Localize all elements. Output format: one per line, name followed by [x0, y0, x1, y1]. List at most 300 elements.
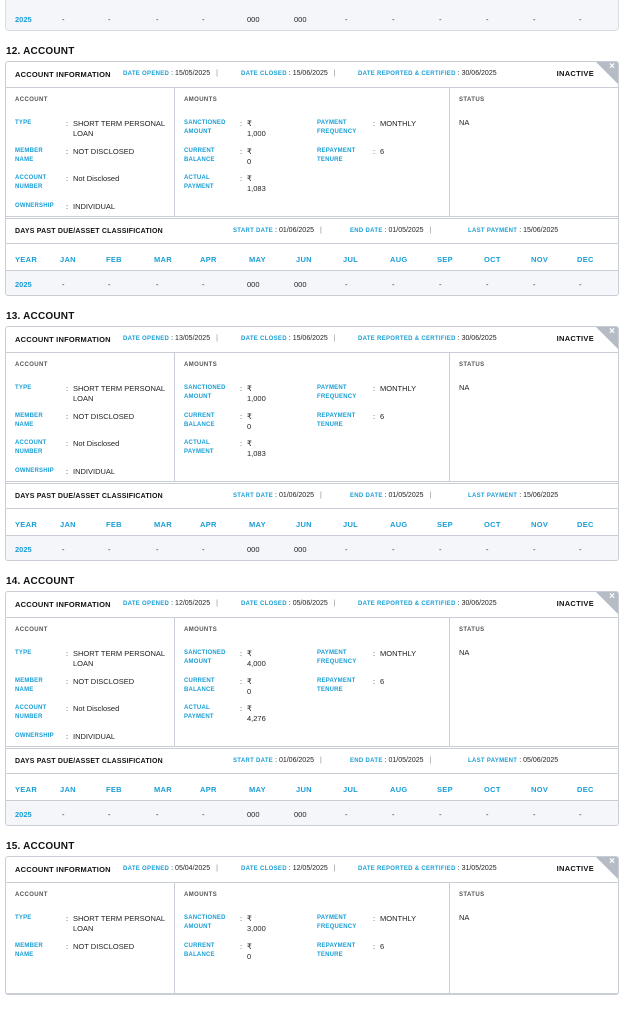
account-info-header	[6, 857, 618, 883]
last-payment-label: LAST PAYMENT	[468, 228, 518, 234]
header-separator: |	[333, 600, 336, 607]
month-header-sep: SEP	[437, 520, 453, 529]
colon: :	[240, 147, 243, 156]
ownership-value: INDIVIDUAL	[73, 732, 116, 741]
colon: :	[66, 147, 69, 156]
colon: :	[240, 439, 243, 448]
type-label: TYPE	[15, 385, 32, 391]
close-icon[interactable]: ×	[609, 61, 615, 72]
member-name-value: NOT DISCLOSED	[73, 147, 135, 156]
member-name-label: MEMBER NAME	[15, 678, 43, 693]
month-header-dec: DEC	[577, 785, 594, 794]
month-header-feb: FEB	[106, 520, 122, 529]
account-title: 12. ACCOUNT	[6, 46, 75, 57]
account-column	[6, 88, 175, 216]
history-values-row	[6, 6, 618, 30]
status-column-heading: STATUS	[459, 97, 485, 103]
history-value: -	[108, 280, 111, 289]
actual-payment-label: ACTUAL PAYMENT	[184, 175, 214, 190]
member-name-value: NOT DISCLOSED	[73, 412, 135, 421]
colon: :	[240, 704, 243, 713]
repayment-tenure-label: REPAYMENT TENURE	[317, 678, 356, 693]
account-number-label: ACCOUNT NUMBER	[15, 440, 47, 455]
history-value: -	[392, 545, 395, 554]
last-payment-value: 05/06/2025	[523, 757, 559, 764]
type-label: TYPE	[15, 120, 32, 126]
colon: :	[240, 174, 243, 183]
end-date: END DATE : 01/05/2025 |	[350, 492, 432, 499]
end-date-label: END DATE	[350, 758, 383, 764]
colon: :	[66, 384, 69, 393]
date-reported: DATE REPORTED & CERTIFIED : 30/06/2025	[358, 335, 497, 342]
history-value: -	[156, 810, 159, 819]
actual-payment-value: ₹ 1,083	[247, 439, 266, 458]
month-header-sep: SEP	[437, 255, 453, 264]
account-column	[6, 353, 175, 481]
sanctioned-amount-label: SANCTIONED AMOUNT	[184, 650, 226, 665]
payment-frequency-label: PAYMENT FREQUENCY	[317, 650, 357, 665]
sanctioned-amount-label: SANCTIONED AMOUNT	[184, 915, 226, 930]
close-icon[interactable]: ×	[609, 591, 615, 602]
month-header-jun: JUN	[296, 520, 312, 529]
history-value: -	[486, 545, 489, 554]
month-header-apr: APR	[200, 520, 217, 529]
sanctioned-amount-label: SANCTIONED AMOUNT	[184, 385, 226, 400]
date-opened-label: DATE OPENED	[123, 601, 170, 607]
sanctioned-amount-value: ₹ 4,000	[247, 649, 266, 668]
colon: :	[66, 119, 69, 128]
date-opened-label: DATE OPENED	[123, 71, 170, 77]
end-date-value: 01/05/2025	[388, 492, 424, 499]
sanctioned-amount-value: ₹ 1,000	[247, 119, 266, 138]
account-info-header	[6, 592, 618, 618]
history-value: 000	[247, 545, 260, 554]
end-date-value: 01/05/2025	[388, 227, 424, 234]
status-column-heading: STATUS	[459, 892, 485, 898]
account-section-title	[5, 31, 619, 61]
date-closed: DATE CLOSED : 15/06/2025 |	[241, 70, 336, 77]
history-value: -	[345, 545, 348, 554]
date-reported: DATE REPORTED & CERTIFIED : 30/06/2025	[358, 600, 497, 607]
status-column	[450, 618, 618, 746]
header-separator: |	[216, 70, 218, 77]
status-column-heading: STATUS	[459, 627, 485, 633]
account-card	[5, 856, 619, 995]
history-value: -	[439, 15, 442, 24]
amounts-column-heading: AMOUNTS	[184, 892, 218, 898]
ownership-label: OWNERSHIP	[15, 203, 54, 209]
date-opened: DATE OPENED : 15/05/2025 |	[123, 70, 218, 77]
end-date: END DATE : 01/05/2025 |	[350, 227, 432, 234]
colon: :	[373, 119, 376, 128]
history-value: -	[486, 280, 489, 289]
date-closed-value: 15/06/2025	[292, 335, 328, 342]
date-closed-label: DATE CLOSED	[241, 601, 287, 607]
history-value: 000	[294, 545, 307, 554]
current-balance-label: CURRENT BALANCE	[184, 148, 215, 163]
colon: :	[66, 202, 69, 211]
date-reported: DATE REPORTED & CERTIFIED : 30/06/2025	[358, 70, 497, 77]
month-header-aug: AUG	[390, 255, 408, 264]
type-value: SHORT TERM PERSONAL LOAN	[73, 914, 165, 933]
history-value: -	[486, 810, 489, 819]
account-column	[6, 618, 175, 746]
end-date-label: END DATE	[350, 493, 383, 499]
amounts-column	[175, 618, 450, 746]
colon: :	[66, 942, 69, 951]
history-value: -	[392, 810, 395, 819]
colon: :	[240, 412, 243, 421]
history-value: -	[439, 810, 442, 819]
previous-account-history-row	[5, 0, 619, 31]
current-balance-value: ₹ 0	[247, 942, 252, 961]
history-values-row	[6, 271, 618, 295]
history-year: 2025	[15, 15, 32, 24]
account-column-heading: ACCOUNT	[15, 627, 48, 633]
repayment-tenure-value: 6	[380, 942, 385, 951]
status-badge: INACTIVE	[556, 334, 594, 343]
account-section-title	[5, 296, 619, 326]
amounts-column	[175, 883, 450, 993]
date-reported-value: 30/06/2025	[461, 70, 497, 77]
current-balance-value: ₹ 0	[247, 677, 252, 696]
start-date: START DATE : 01/06/2025 |	[233, 757, 322, 764]
amounts-column-heading: AMOUNTS	[184, 97, 218, 103]
account-section-title	[5, 826, 619, 856]
status-column	[450, 353, 618, 481]
account-number-label: ACCOUNT NUMBER	[15, 175, 47, 190]
actual-payment-value: ₹ 1,083	[247, 174, 266, 193]
history-value: 000	[247, 280, 260, 289]
history-value: -	[533, 280, 536, 289]
payment-frequency-label: PAYMENT FREQUENCY	[317, 385, 357, 400]
history-value: -	[345, 810, 348, 819]
header-separator: |	[333, 865, 336, 872]
history-value: -	[202, 15, 205, 24]
account-card	[5, 326, 619, 561]
header-separator: |	[320, 227, 322, 234]
account-number-value: Not Disclosed	[73, 439, 120, 448]
month-header-feb: FEB	[106, 785, 122, 794]
month-header-nov: NOV	[531, 520, 549, 529]
date-reported-label: DATE REPORTED & CERTIFIED	[358, 336, 456, 342]
colon: :	[66, 914, 69, 923]
sanctioned-amount-value: ₹ 1,000	[247, 384, 266, 403]
account-information-title: ACCOUNT INFORMATION	[15, 335, 111, 344]
header-separator: |	[429, 492, 432, 499]
month-header-dec: DEC	[577, 520, 594, 529]
month-header-jul: JUL	[343, 255, 359, 264]
repayment-tenure-value: 6	[380, 412, 385, 421]
month-header-jan: JAN	[60, 255, 76, 264]
months-header-row	[6, 774, 618, 801]
date-reported-value: 31/05/2025	[461, 865, 497, 872]
date-opened-label: DATE OPENED	[123, 336, 170, 342]
history-value: -	[439, 545, 442, 554]
colon: :	[240, 649, 243, 658]
month-header-mar: MAR	[154, 785, 172, 794]
date-closed-label: DATE CLOSED	[241, 71, 287, 77]
history-value: -	[108, 15, 111, 24]
status-badge: INACTIVE	[556, 69, 594, 78]
history-value: -	[202, 810, 205, 819]
account-number-value: Not Disclosed	[73, 704, 120, 713]
repayment-tenure-label: REPAYMENT TENURE	[317, 413, 356, 428]
date-opened: DATE OPENED : 05/04/2025 |	[123, 865, 218, 872]
payment-frequency-label: PAYMENT FREQUENCY	[317, 120, 357, 135]
start-date-value: 01/06/2025	[278, 492, 314, 499]
month-header-jan: JAN	[60, 520, 76, 529]
account-section-title	[5, 561, 619, 591]
payment-frequency-value: MONTHLY	[380, 119, 417, 128]
date-closed-value: 15/06/2025	[292, 70, 328, 77]
last-payment-value: 15/06/2025	[523, 492, 559, 499]
history-value: -	[345, 15, 348, 24]
current-balance-label: CURRENT BALANCE	[184, 413, 215, 428]
amounts-column	[175, 88, 450, 216]
month-header-oct: OCT	[484, 255, 501, 264]
account-column-heading: ACCOUNT	[15, 97, 48, 103]
month-header-oct: OCT	[484, 520, 501, 529]
dpd-title: DAYS PAST DUE/ASSET CLASSIFICATION	[15, 758, 163, 765]
month-header-jun: JUN	[296, 255, 312, 264]
history-value: -	[62, 810, 65, 819]
member-name-label: MEMBER NAME	[15, 413, 43, 428]
date-closed-label: DATE CLOSED	[241, 336, 287, 342]
month-header-aug: AUG	[390, 520, 408, 529]
colon: :	[373, 384, 376, 393]
account-information-title: ACCOUNT INFORMATION	[15, 865, 111, 874]
type-value: SHORT TERM PERSONAL LOAN	[73, 384, 165, 403]
status-column	[450, 88, 618, 216]
history-value: -	[579, 810, 582, 819]
member-name-label: MEMBER NAME	[15, 148, 43, 163]
colon: :	[66, 467, 69, 476]
repayment-tenure-value: 6	[380, 677, 385, 686]
history-value: -	[579, 545, 582, 554]
last-payment: LAST PAYMENT : 15/06/2025	[468, 492, 559, 499]
history-values-row	[6, 801, 618, 825]
header-separator: |	[320, 492, 322, 499]
date-opened-value: 05/04/2025	[175, 865, 211, 872]
current-balance-label: CURRENT BALANCE	[184, 943, 215, 958]
month-header-nov: NOV	[531, 255, 549, 264]
date-closed: DATE CLOSED : 15/06/2025 |	[241, 335, 336, 342]
month-header-mar: MAR	[154, 520, 172, 529]
month-header-dec: DEC	[577, 255, 594, 264]
close-icon[interactable]: ×	[609, 856, 615, 867]
status-badge: INACTIVE	[556, 864, 594, 873]
history-value: -	[439, 280, 442, 289]
repayment-tenure-label: REPAYMENT TENURE	[317, 943, 356, 958]
date-reported-label: DATE REPORTED & CERTIFIED	[358, 71, 456, 77]
colon: :	[66, 677, 69, 686]
month-header-year: YEAR	[15, 785, 38, 794]
start-date-value: 01/06/2025	[278, 757, 314, 764]
sanctioned-amount-value: ₹ 3,000	[247, 914, 266, 933]
month-header-mar: MAR	[154, 255, 172, 264]
status-value: NA	[459, 648, 470, 657]
account-info-header	[6, 327, 618, 353]
colon: :	[373, 942, 376, 951]
ownership-label: OWNERSHIP	[15, 468, 54, 474]
month-header-sep: SEP	[437, 785, 453, 794]
start-date-label: START DATE	[233, 493, 274, 499]
repayment-tenure-label: REPAYMENT TENURE	[317, 148, 356, 163]
history-value: -	[62, 545, 65, 554]
sanctioned-amount-label: SANCTIONED AMOUNT	[184, 120, 226, 135]
status-column-heading: STATUS	[459, 362, 485, 368]
account-title: 14. ACCOUNT	[6, 576, 75, 587]
history-value: -	[108, 545, 111, 554]
history-value: -	[486, 15, 489, 24]
type-value: SHORT TERM PERSONAL LOAN	[73, 119, 165, 138]
type-label: TYPE	[15, 650, 32, 656]
header-separator: |	[429, 227, 432, 234]
account-info-header	[6, 62, 618, 88]
month-header-nov: NOV	[531, 785, 549, 794]
payment-frequency-value: MONTHLY	[380, 649, 417, 658]
month-header-jun: JUN	[296, 785, 312, 794]
payment-frequency-value: MONTHLY	[380, 914, 417, 923]
history-value: 000	[247, 15, 260, 24]
date-closed-value: 12/05/2025	[292, 865, 328, 872]
month-header-may: MAY	[249, 785, 266, 794]
date-closed: DATE CLOSED : 05/06/2025 |	[241, 600, 336, 607]
colon: :	[373, 677, 376, 686]
dpd-header	[6, 748, 618, 774]
history-value: 000	[294, 810, 307, 819]
date-opened: DATE OPENED : 12/05/2025 |	[123, 600, 218, 607]
amounts-column	[175, 353, 450, 481]
account-column	[6, 883, 175, 993]
account-information-title: ACCOUNT INFORMATION	[15, 70, 111, 79]
history-value: -	[202, 280, 205, 289]
month-header-may: MAY	[249, 255, 266, 264]
colon: :	[66, 649, 69, 658]
account-details	[6, 618, 618, 747]
last-payment-label: LAST PAYMENT	[468, 758, 518, 764]
status-value: NA	[459, 913, 470, 922]
current-balance-value: ₹ 0	[247, 412, 252, 431]
account-column-heading: ACCOUNT	[15, 362, 48, 368]
month-header-jan: JAN	[60, 785, 76, 794]
status-badge: INACTIVE	[556, 599, 594, 608]
header-separator: |	[320, 757, 322, 764]
colon: :	[240, 384, 243, 393]
history-value: -	[579, 280, 582, 289]
colon: :	[240, 914, 243, 923]
date-reported-value: 30/06/2025	[461, 600, 497, 607]
member-name-value: NOT DISCLOSED	[73, 677, 135, 686]
actual-payment-label: ACTUAL PAYMENT	[184, 705, 214, 720]
history-value: -	[579, 15, 582, 24]
end-date-label: END DATE	[350, 228, 383, 234]
date-opened-value: 13/05/2025	[175, 335, 211, 342]
ownership-value: INDIVIDUAL	[73, 467, 116, 476]
colon: :	[240, 119, 243, 128]
dpd-title: DAYS PAST DUE/ASSET CLASSIFICATION	[15, 228, 163, 235]
header-separator: |	[429, 757, 432, 764]
ownership-value: INDIVIDUAL	[73, 202, 116, 211]
dpd-header	[6, 218, 618, 244]
account-details	[6, 883, 618, 994]
header-separator: |	[216, 865, 218, 872]
date-reported: DATE REPORTED & CERTIFIED : 31/05/2025	[358, 865, 497, 872]
end-date: END DATE : 01/05/2025 |	[350, 757, 432, 764]
ownership-label: OWNERSHIP	[15, 733, 54, 739]
status-value: NA	[459, 383, 470, 392]
date-reported-label: DATE REPORTED & CERTIFIED	[358, 601, 456, 607]
date-reported-value: 30/06/2025	[461, 335, 497, 342]
header-separator: |	[216, 335, 218, 342]
month-header-oct: OCT	[484, 785, 501, 794]
type-value: SHORT TERM PERSONAL LOAN	[73, 649, 165, 668]
last-payment-label: LAST PAYMENT	[468, 493, 518, 499]
account-column-heading: ACCOUNT	[15, 892, 48, 898]
start-date: START DATE : 01/06/2025 |	[233, 227, 322, 234]
status-column	[450, 883, 618, 993]
current-balance-value: ₹ 0	[247, 147, 252, 166]
dpd-header	[6, 483, 618, 509]
history-value: 000	[294, 15, 307, 24]
month-header-apr: APR	[200, 785, 217, 794]
months-header-row	[6, 244, 618, 271]
type-label: TYPE	[15, 915, 32, 921]
close-icon[interactable]: ×	[609, 326, 615, 337]
header-separator: |	[216, 600, 218, 607]
header-separator: |	[333, 70, 336, 77]
history-value: -	[62, 280, 65, 289]
month-header-apr: APR	[200, 255, 217, 264]
history-year: 2025	[15, 545, 32, 554]
history-value: -	[156, 15, 159, 24]
months-header-row	[6, 509, 618, 536]
month-header-feb: FEB	[106, 255, 122, 264]
start-date-label: START DATE	[233, 758, 274, 764]
report-page	[5, 0, 619, 995]
date-closed: DATE CLOSED : 12/05/2025 |	[241, 865, 336, 872]
amounts-column-heading: AMOUNTS	[184, 627, 218, 633]
payment-frequency-value: MONTHLY	[380, 384, 417, 393]
account-information-title: ACCOUNT INFORMATION	[15, 600, 111, 609]
month-header-aug: AUG	[390, 785, 408, 794]
history-value: -	[202, 545, 205, 554]
history-value: 000	[294, 280, 307, 289]
colon: :	[373, 412, 376, 421]
history-value: -	[392, 15, 395, 24]
history-value: -	[533, 810, 536, 819]
month-header-year: YEAR	[15, 255, 38, 264]
payment-frequency-label: PAYMENT FREQUENCY	[317, 915, 357, 930]
colon: :	[66, 174, 69, 183]
account-title: 15. ACCOUNT	[6, 841, 75, 852]
history-year: 2025	[15, 810, 32, 819]
amounts-column-heading: AMOUNTS	[184, 362, 218, 368]
history-value: -	[156, 545, 159, 554]
colon: :	[240, 677, 243, 686]
dpd-title: DAYS PAST DUE/ASSET CLASSIFICATION	[15, 493, 163, 500]
last-payment-value: 15/06/2025	[523, 227, 559, 234]
date-closed-value: 05/06/2025	[292, 600, 328, 607]
actual-payment-value: ₹ 4,276	[247, 704, 266, 723]
account-card	[5, 591, 619, 826]
start-date-label: START DATE	[233, 228, 274, 234]
colon: :	[66, 732, 69, 741]
history-value: -	[533, 15, 536, 24]
date-opened-label: DATE OPENED	[123, 866, 170, 872]
date-reported-label: DATE REPORTED & CERTIFIED	[358, 866, 456, 872]
